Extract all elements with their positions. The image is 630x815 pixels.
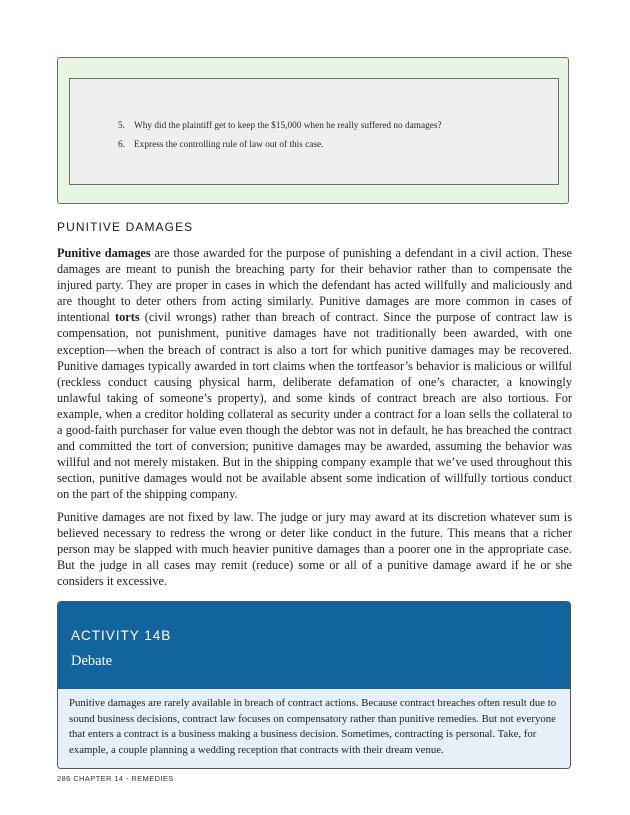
paragraph-text: (civil wrongs) rather than breach of contract. Since the purpose of contract law is compensation, not punishment, punitive damages have not traditionally been awarded, with one exception—when the breach of contract is also a tort for which punitive damages may be recovered. Punitive damages typically awarded in tort claims when the tortfeasor’s behavior is malicious or willful (reckless conduct causing physical harm, deliberate defamation of one’s character, a knowingly unlawful taking of someone’s property), and some kinds of contract breach are also tortious. For example, when a creditor holding collateral as security under a contract for a loan sells the collateral to a good-faith purchaser for value even though the debtor was not in default, he has breached the contract and committed the tort of conversion; punitive damages may be awarded, assuming the behavior was willful and not merely mistaken. But in the shipping company example that we’ve used throughout this section, punitive damages would not be available absent some indication of willfully tortious conduct on the part of the shipping company. xyxy=(57,310,572,502)
question-number: 6. xyxy=(118,140,125,150)
review-questions-inner xyxy=(69,78,559,185)
question-item xyxy=(118,117,442,136)
question-number: 5. xyxy=(118,121,125,131)
term-punitive-damages: Punitive damages xyxy=(57,246,151,260)
activity-title: ACTIVITY 14B xyxy=(71,628,172,643)
activity-text: Punitive damages are rarely available in breach of contract actions. Because contract breaches often result due to sound business decisions, contract law focuses on compensatory rather than punitive remedies. But not everyone that enters a contract is a business making a business decision. Sometimes, contracting is personal. Take, for example, a couple planning a wedding reception that contracts with their dream venue. xyxy=(69,697,557,756)
paragraph-punitive-amount: Punitive damages are not fixed by law. The judge or jury may award at its discretion whatever sum is believed necessary to redress the wrong or deter like conduct in the future. This means that a richer person may be slapped with much heavier punitive damages than a poorer one in the appropriate case. But the judge in all cases may remit (reduce) some or all of a punitive damage award if he or she considers it excessive. xyxy=(57,510,572,589)
section-heading: PUNITIVE DAMAGES xyxy=(57,220,194,234)
question-list xyxy=(118,117,442,155)
term-torts: torts xyxy=(114,310,140,325)
question-item xyxy=(118,136,442,155)
activity-body xyxy=(58,689,570,768)
question-text: Express the controlling rule of law out of this case. xyxy=(134,140,324,150)
activity-subtitle: Debate xyxy=(71,653,113,669)
question-text: Why did the plaintiff get to keep the $15,000 when he really suffered no damages? xyxy=(134,121,442,131)
activity-header xyxy=(58,602,570,689)
activity-box xyxy=(57,601,571,769)
paragraph-text: are those awarded for the purpose of punishing a defendant in a civil action. These damages are meant to punish the breaching party for their behavior rather than to compensate the injured party. They are proper in cases in which the defendant has acted willfully and maliciously and are thought to deter others from acting similarly. Punitive damages are more common in cases of intentional xyxy=(57,246,573,325)
paragraph-punitive-definition xyxy=(57,245,572,503)
review-questions-box xyxy=(57,57,569,204)
page-footer: 286 CHAPTER 14 - REMEDIES xyxy=(57,774,174,783)
